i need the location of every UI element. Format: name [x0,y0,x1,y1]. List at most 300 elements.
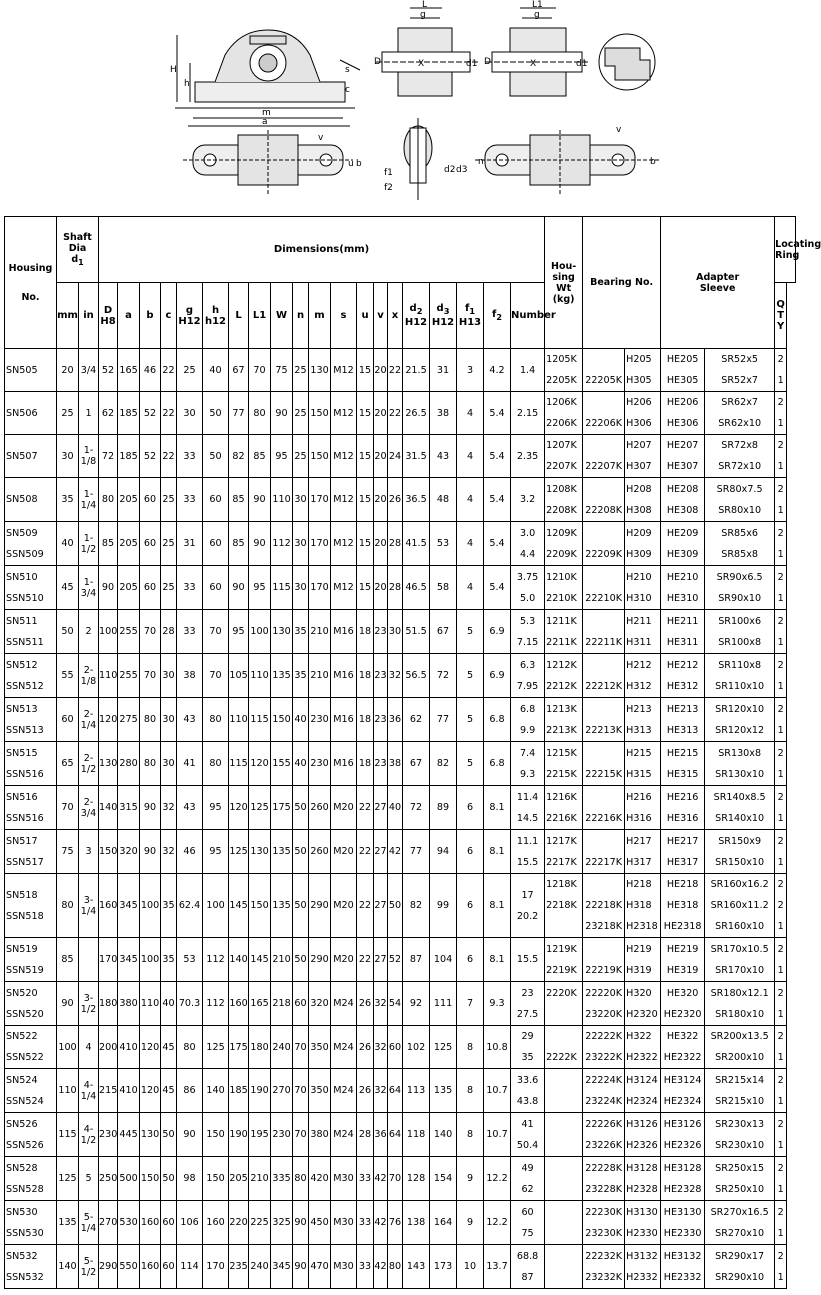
cell-mm: 115 [57,1113,79,1157]
table-row [5,349,796,392]
cell-a2 [661,1069,705,1113]
cell-x: 32 [388,654,403,698]
cell-u: 33 [357,1157,374,1201]
cell-a2-line: HE305 [666,375,699,386]
cell-ln [705,610,775,654]
cell-h-line: SN515 [6,747,38,759]
cell-f2: 5.4 [484,522,511,566]
cell-a2-line: HE320 [666,987,699,999]
cell-b2-line: 23232K [585,1271,623,1283]
cell-wt-line: 29 [521,1031,534,1042]
dia-label: Dia [68,242,87,254]
cell-a2-line: HE313 [666,724,699,736]
cell-a1-line: H3128 [626,1162,658,1174]
cell-in-whole: 1- [83,445,94,456]
cell-ln-line: SR150x10 [715,856,765,868]
cell-d2: 118 [403,1113,430,1157]
cell-ln-line: SR215x14 [715,1074,765,1086]
cell-h-line: SN519 [6,943,38,955]
cell-h-line: SN508 [6,494,38,505]
cell-in [79,698,99,742]
cell-in [79,874,99,938]
cell-f2: 6.9 [484,654,511,698]
cell-a2-line: HE2320 [663,1008,702,1020]
cell-wt [511,1026,545,1069]
cell-q [775,566,787,610]
cell-a2-line: HE212 [666,659,699,671]
cell-g: 31 [177,522,203,566]
cell-b2 [583,566,625,610]
cell-m: 210 [309,610,331,654]
cell-d2: 102 [403,1026,430,1069]
cell-ln [705,1069,775,1113]
cell-a: 320 [118,830,140,874]
cell-v: 27 [374,938,388,982]
cell-mm: 65 [57,742,79,786]
cell-a1-line: H2322 [626,1052,658,1063]
cell-in-frac: 3/4 [80,807,97,819]
cell-a2 [661,610,705,654]
cell-f2: 10.7 [484,1113,511,1157]
cell-q-line: 1 [777,1095,784,1107]
cell-ln-line: SR100x8 [718,636,762,648]
cell-a1-line: H312 [626,680,652,692]
cell-W: 150 [271,698,293,742]
cell-b: 60 [140,566,161,610]
col-h [203,283,229,349]
cell-wt-line: 9.3 [519,768,536,780]
cell-d3: 58 [430,566,457,610]
cell-W: 130 [271,610,293,654]
cell-hh: 60 [203,566,229,610]
cell-a: 315 [118,786,140,830]
cell-in-frac: 1/2 [80,1134,97,1146]
cell-W: 95 [271,435,293,478]
h-label: h [211,304,220,316]
cell-q-line: 2 [777,1206,784,1218]
cell-f1: 6 [457,830,484,874]
cell-wt-line: 6.3 [519,659,536,671]
cell-a: 500 [118,1157,140,1201]
cell-v: 20 [374,392,388,435]
cell-W: 230 [271,1113,293,1157]
cell-f1: 5 [457,742,484,786]
cell-wt-line: 17 [521,889,534,901]
cell-f1: 5 [457,698,484,742]
cell-hh: 125 [203,1026,229,1069]
cell-a1-line: H208 [626,483,652,495]
cell-b2 [583,1201,625,1245]
cell-ln-line: SR52x7 [721,375,758,386]
cell-a1-line: H318 [626,900,652,911]
cell-n: 25 [293,349,309,392]
cell-n: 30 [293,522,309,566]
cell-wt-line: 5.3 [519,615,536,627]
cell-s: M24 [331,1026,357,1069]
cell-b1 [545,830,583,874]
cell-h-line: SSN526 [6,1139,44,1151]
cell-s: M30 [331,1157,357,1201]
cell-in-frac: 1/2 [80,543,97,555]
cell-mm: 30 [57,435,79,478]
cell-b1-line [546,1179,582,1200]
cell-b1-line: 2207K [546,461,577,472]
cell-a2 [661,1026,705,1069]
cell-a: 205 [118,566,140,610]
cell-d2: 26.5 [403,392,430,435]
cell-n: 50 [293,786,309,830]
col-mm: mm [57,283,79,349]
cell-a: 165 [118,349,140,392]
cell-n: 90 [293,1245,309,1289]
cell-b2-line: 22211K [585,636,623,648]
cell-wt [511,742,545,786]
cell-b2-line [583,699,624,720]
cell-ln-line: SR160x11.2 [710,900,769,911]
cell-in [79,786,99,830]
cell-n: 70 [293,1113,309,1157]
cell-b2-line: 23224K [585,1095,623,1107]
cell-d3: 154 [430,1157,457,1201]
cell-u: 26 [357,1026,374,1069]
cell-b2-line [583,939,624,960]
cell-L1: 165 [249,982,271,1026]
cell-b1-line: 2213K [546,724,577,736]
cell-b2 [583,698,625,742]
cell-a1 [625,982,661,1026]
drawing-label: a [262,117,268,127]
cell-L1: 225 [249,1201,271,1245]
table-row [5,830,796,874]
table-row [5,698,796,742]
cell-ln-line: SR110x10 [715,680,765,692]
cell-m: 450 [309,1201,331,1245]
cell-s: M12 [331,435,357,478]
cell-c: 35 [161,874,177,938]
f1-label: f [464,303,470,314]
cell-a2-line: HE307 [666,461,699,472]
cell-mm: 45 [57,566,79,610]
cell-b1-line [546,1267,582,1288]
cell-n: 40 [293,742,309,786]
cell-a2-line: HE213 [666,703,699,715]
drawing-label: v [318,133,324,143]
cell-a2 [661,478,705,522]
cell-u: 18 [357,698,374,742]
cell-L1: 210 [249,1157,271,1201]
cell-a1-line: H3132 [626,1250,658,1262]
cell-ln-line: SR290x17 [715,1250,765,1262]
f1-tol: H13 [458,317,482,328]
cell-ln [705,982,775,1026]
cell-c: 60 [161,1245,177,1289]
cell-d2: 51.5 [403,610,430,654]
cell-f2: 12.2 [484,1201,511,1245]
cell-b2 [583,392,625,435]
cell-a1 [625,566,661,610]
col-x: x [388,283,403,349]
cell-q-line: 2 [777,397,784,408]
cell-m: 170 [309,566,331,610]
cell-mm: 50 [57,610,79,654]
cell-u: 15 [357,349,374,392]
cell-W: 135 [271,874,293,938]
cell-h-line: SSN516 [6,812,44,824]
cell-f1: 10 [457,1245,484,1289]
cell-a2-line: HE2328 [663,1183,702,1195]
cell-q [775,1069,787,1113]
cell-h-line: SN509 [6,527,38,539]
cell-m: 290 [309,874,331,938]
cell-q-line: 1 [777,548,784,560]
cell-L1: 195 [249,1113,271,1157]
cell-g: 46 [177,830,203,874]
cell-d2: 67 [403,742,430,786]
cell-wt [511,1245,545,1289]
cell-ln-line: SR170x10.5 [710,943,769,955]
cell-L: 105 [229,654,249,698]
cell-s: M30 [331,1201,357,1245]
cell-b1 [545,786,583,830]
cell-n: 25 [293,435,309,478]
cell-a2-line: HE3130 [663,1206,702,1218]
cell-a1-line: H3126 [626,1118,658,1130]
cell-b2 [583,874,625,938]
cell-n: 60 [293,982,309,1026]
cell-n: 70 [293,1026,309,1069]
cell-a1-line: H218 [626,879,652,890]
g-tol: H12 [178,315,201,327]
cell-L: 160 [229,982,249,1026]
cell-h [5,742,57,786]
cell-u: 22 [357,874,374,938]
cell-f1: 7 [457,982,484,1026]
cell-c: 28 [161,610,177,654]
cell-a1-line: H2332 [626,1271,658,1283]
cell-b1-line: 1210K [546,571,577,583]
cell-wt-line: 11.4 [516,791,539,803]
housing-plan-view-2 [475,125,660,195]
cell-f2: 12.2 [484,1157,511,1201]
cell-in [79,435,99,478]
cell-b: 110 [140,982,161,1026]
cell-b2 [583,982,625,1026]
cell-a1 [625,654,661,698]
cell-q-line: 2 [777,943,784,955]
cell-L1: 180 [249,1026,271,1069]
cell-ln [705,522,775,566]
cell-a2-line: HE205 [666,354,699,365]
cell-W: 135 [271,830,293,874]
cell-b2-line: 22217K [585,856,623,868]
cell-q-line: 2 [777,1031,784,1042]
cell-wt-line: 11.1 [516,835,539,847]
cell-c: 40 [161,982,177,1026]
cell-f1: 8 [457,1069,484,1113]
cell-s: M16 [331,742,357,786]
cell-b1-line: 2212K [546,680,577,692]
cell-a1-line: H311 [626,636,652,648]
col-locating-ring [775,217,821,283]
cell-wt-line: 7.4 [519,747,536,759]
cell-ln-line: SR160x16.2 [710,879,769,890]
cell-a1-line: H3130 [626,1206,658,1218]
drawing-label: X [418,59,425,69]
cell-a2-line: HE219 [666,943,699,955]
cell-hh: 40 [203,349,229,392]
sleeve-label: Sleeve [699,282,736,294]
cell-mm: 20 [57,349,79,392]
cell-f1: 6 [457,938,484,982]
cell-b2 [583,742,625,786]
cell-d2: 87 [403,938,430,982]
cell-L1: 125 [249,786,271,830]
cell-wt-line: 3.0 [519,527,536,539]
cell-v: 20 [374,566,388,610]
cell-a2-line: HE2332 [663,1271,702,1283]
cell-in-whole: 4- [83,1079,94,1091]
col-n: n [293,283,309,349]
cell-u: 15 [357,435,374,478]
cell-W: 155 [271,742,293,786]
cell-b2 [583,1245,625,1289]
cell-in-frac: 1/4 [80,499,97,511]
cell-wt-line: 14.5 [516,812,539,824]
col-c: c [161,283,177,349]
cell-in-frac: 1/2 [80,763,97,775]
cell-f1: 8 [457,1113,484,1157]
cell-b: 70 [140,610,161,654]
cell-v: 20 [374,478,388,522]
cell-wt [511,349,545,392]
cell-wt-line: 62 [521,1183,534,1195]
col-number: Number [511,283,545,349]
housing-label: Housing [8,262,53,274]
cell-in: 3/4 [79,349,99,392]
cell-d2: 77 [403,830,430,874]
cell-in-whole: 3- [83,894,94,906]
cell-D: 250 [99,1157,118,1201]
cell-u: 22 [357,786,374,830]
cell-a2-line: HE210 [666,571,699,583]
cell-f2: 5.4 [484,566,511,610]
cell-f1: 5 [457,610,484,654]
cell-L: 140 [229,938,249,982]
cell-a: 550 [118,1245,140,1289]
cell-g: 98 [177,1157,203,1201]
cell-g: 33 [177,610,203,654]
drawing-label: h [184,79,190,89]
drawing-label: f1 [384,168,393,178]
cell-a2-line: HE317 [666,856,699,868]
cell-s: M16 [331,654,357,698]
cell-in-whole: 2- [83,708,94,720]
cell-h-line: SSN532 [6,1271,44,1283]
cell-f2: 6.8 [484,742,511,786]
cell-q [775,654,787,698]
cell-W: 335 [271,1157,293,1201]
cell-a2-line: HE209 [666,527,699,539]
cell-a2-line: HE217 [666,835,699,847]
drawing-label: v [616,125,622,135]
cell-x: 80 [388,1245,403,1289]
cell-q-line: 1 [777,812,784,824]
cell-m: 350 [309,1026,331,1069]
cell-in: 1 [79,392,99,435]
cell-L1: 190 [249,1069,271,1113]
cell-a1 [625,1069,661,1113]
cell-in-whole: 2- [83,796,94,808]
cell-b1 [545,522,583,566]
cell-b1-line: 1212K [546,659,577,671]
cell-x: 42 [388,830,403,874]
cell-b1-line [546,916,582,937]
cell-b: 80 [140,698,161,742]
table-row [5,435,796,478]
cell-f1: 9 [457,1157,484,1201]
cell-b1 [545,610,583,654]
cell-b: 160 [140,1201,161,1245]
seal-detail-circle [599,34,655,90]
cell-m: 420 [309,1157,331,1201]
table-row [5,982,796,1026]
cell-in [79,478,99,522]
cell-n: 50 [293,830,309,874]
cell-b1-line: 1218K [546,879,577,890]
cell-L1: 240 [249,1245,271,1289]
cell-b2-line: 23220K [585,1008,623,1020]
cell-x: 50 [388,874,403,938]
plummer-block-spec-table [4,216,821,1289]
cell-h [5,1201,57,1245]
cell-q-line: 2 [777,354,784,365]
cell-hh: 70 [203,654,229,698]
cell-g: 43 [177,698,203,742]
cell-s: M24 [331,982,357,1026]
cell-m: 470 [309,1245,331,1289]
cell-a1 [625,1245,661,1289]
cell-q-line: 1 [777,1271,784,1283]
cell-W: 175 [271,786,293,830]
cell-a2 [661,654,705,698]
cell-a: 410 [118,1026,140,1069]
cell-D: 80 [99,478,118,522]
cell-in-whole: 5- [83,1211,94,1223]
cell-d2: 92 [403,982,430,1026]
cell-c: 45 [161,1069,177,1113]
cell-q-line: 1 [777,636,784,648]
cell-a2 [661,349,705,392]
cell-v: 23 [374,654,388,698]
cell-m: 260 [309,830,331,874]
cell-q-line: 1 [777,504,784,516]
table-row [5,522,796,566]
cell-a1 [625,1157,661,1201]
cell-x: 70 [388,1157,403,1201]
cell-q-line: 2 [777,1250,784,1262]
col-m: m [309,283,331,349]
drawing-label: m [262,108,271,118]
cell-hh: 60 [203,522,229,566]
cell-b1-line: 2219K [546,964,577,976]
cell-x: 64 [388,1069,403,1113]
cell-hh: 100 [203,874,229,938]
cell-x: 30 [388,610,403,654]
cell-c: 25 [161,566,177,610]
cell-a2-line: HE316 [666,812,699,824]
cell-h-line: SN532 [6,1250,38,1262]
cell-h-line: SN507 [6,450,38,462]
